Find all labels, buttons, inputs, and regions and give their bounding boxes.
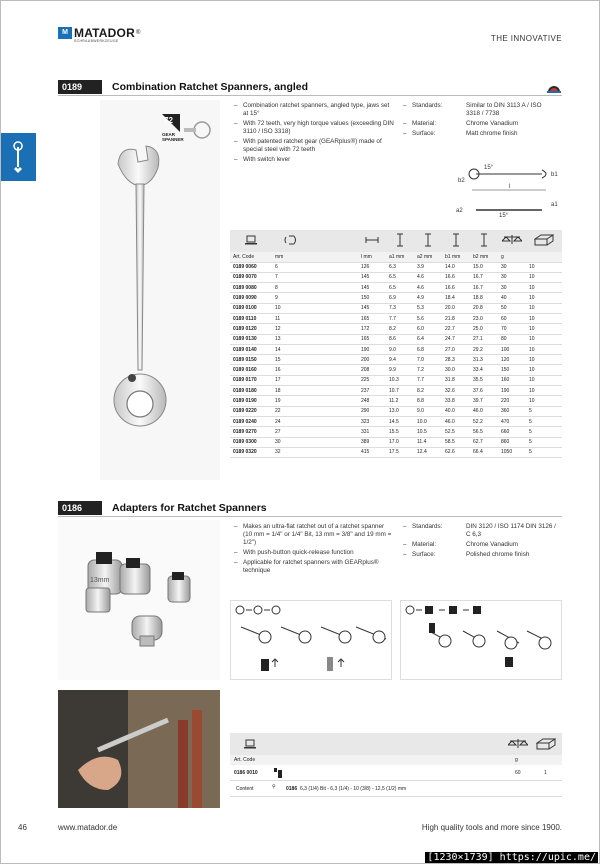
feature-item: – Makes an ultra-flat ratchet out of a ratchet spanner (10 mm = 1/4" or 1/4" Bit, 13 mm = 3/8" and 19 mm = 1/2") <box>234 523 394 547</box>
diagram-angle-1: 15° <box>484 165 494 171</box>
table-cell: 120 <box>498 355 526 365</box>
table-cell: 14.0 <box>442 262 470 272</box>
art-code: 0189 0320 <box>230 447 272 457</box>
spec-value: Chrome Vanadium <box>466 541 519 548</box>
table-cell: 6.9 <box>386 293 414 303</box>
table-cell: 10 <box>526 283 562 293</box>
table-cell: 160 <box>498 375 526 385</box>
table-cell: 40.0 <box>442 406 470 416</box>
badge-label: GEAR SPANNER <box>162 132 184 142</box>
table-cell: 10.5 <box>414 427 442 437</box>
table-cell: 31.8 <box>442 375 470 385</box>
table-cell: 52.2 <box>470 416 498 426</box>
table-cell: 58.5 <box>442 437 470 447</box>
table-cell: 30 <box>498 262 526 272</box>
table-cell: 17.0 <box>386 437 414 447</box>
feature-item: – Combination ratchet spanners, angled type, jaws set at 15° <box>234 102 394 118</box>
spec-key: – Material: <box>403 120 466 128</box>
table-cell: 9.4 <box>386 355 414 365</box>
table-cell: 10 <box>526 375 562 385</box>
content-label: Content <box>236 786 254 792</box>
table-cell: 40 <box>498 293 526 303</box>
unit-cell: Art. Code <box>234 757 256 763</box>
table-cell: 23.0 <box>470 313 498 323</box>
logo-mark-icon: M <box>58 27 72 39</box>
table-cell: 6.5 <box>386 272 414 282</box>
unit-cell: a1 mm <box>386 252 414 262</box>
table-cell: 4.6 <box>414 272 442 282</box>
section-code: 0186 <box>58 501 102 515</box>
page-number: 46 <box>18 823 27 832</box>
table-cell: 17 <box>272 375 310 385</box>
table-cell: 10.3 <box>386 375 414 385</box>
table-cell: 30.0 <box>442 365 470 375</box>
table-cell: 7.7 <box>386 313 414 323</box>
art-code: 0189 0070 <box>230 272 272 282</box>
table-cell: 15 <box>272 355 310 365</box>
table-cell: 62.6 <box>442 447 470 457</box>
table-cell: 22 <box>272 406 310 416</box>
table-cell: 389 <box>358 437 386 447</box>
art-code: 0189 0090 <box>230 293 272 303</box>
table-cell: 18.4 <box>442 293 470 303</box>
content-text: 6,3 (1/4) Bit - 6,3 (1/4) - 10 (3/8) - 12,5 (1/2) mm <box>300 786 407 792</box>
brand-sub: SCHRAUBWERKZEUGE <box>74 39 119 43</box>
table-cell: 145 <box>358 303 386 313</box>
table-cell: 8.8 <box>414 396 442 406</box>
table-cell: 7.7 <box>414 375 442 385</box>
unit-cell: l mm <box>358 252 386 262</box>
table-cell: 100 <box>498 344 526 354</box>
spec-value: DIN 3120 / ISO 1174 DIN 3126 / C 6,3 <box>466 523 556 538</box>
art-code: 0189 0060 <box>230 262 272 272</box>
table-cell: 8.2 <box>386 324 414 334</box>
table-cell: 10 <box>526 396 562 406</box>
watermark: [1230×1739] https://upic.me/ <box>427 852 596 863</box>
section-code: 0189 <box>58 80 102 94</box>
table-cell: 225 <box>358 375 386 385</box>
spec-value: Similar to DIN 3113 A / ISO 3318 / 7738 <box>466 102 542 117</box>
table-cell: 18.8 <box>470 293 498 303</box>
content-code: 0186 <box>286 786 298 792</box>
table-cell: 6.4 <box>414 334 442 344</box>
feature-item: – With 72 teeth, very high torque values (exceeding DIN 3110 / ISO 3318) <box>234 120 394 136</box>
table-cell: 200 <box>358 355 386 365</box>
table-cell: 22.7 <box>442 324 470 334</box>
table-cell: 150 <box>358 293 386 303</box>
table-cell: 14.5 <box>386 416 414 426</box>
header-tagline: THE INNOVATIVE <box>490 34 562 43</box>
table-cell: 8.6 <box>386 334 414 344</box>
table-cell: 6.0 <box>414 324 442 334</box>
section-title: Adapters for Ratchet Spanners <box>112 502 267 514</box>
diagram-angle-2: 15° <box>499 213 509 219</box>
table-cell: 32.6 <box>442 386 470 396</box>
table-cell: 4.6 <box>414 283 442 293</box>
table-cell: 15.0 <box>470 262 498 272</box>
art-code: 0189 0180 <box>230 386 272 396</box>
table-cell: 56.5 <box>470 427 498 437</box>
table-cell: 145 <box>358 283 386 293</box>
art-code: 0189 0140 <box>230 344 272 354</box>
table-cell: 5 <box>526 416 562 426</box>
table-cell: 10 <box>526 272 562 282</box>
table-cell: 323 <box>358 416 386 426</box>
spec-value: Polished chrome finish <box>466 551 530 558</box>
table-cell: 6.8 <box>414 344 442 354</box>
table-cell: 190 <box>358 344 386 354</box>
art-code: 0189 0270 <box>230 427 272 437</box>
table-cell: 10 <box>526 365 562 375</box>
section-title: Combination Ratchet Spanners, angled <box>112 81 309 93</box>
unit-cell: a2 mm <box>414 252 442 262</box>
table-cell: 10 <box>272 303 310 313</box>
art-code: 0189 0100 <box>230 303 272 313</box>
unit-cell: b1 mm <box>442 252 470 262</box>
art-code: 0189 0120 <box>230 324 272 334</box>
diagram-b1: b1 <box>551 172 558 178</box>
table-cell: 14 <box>272 344 310 354</box>
diagram-l: l <box>509 184 511 190</box>
table-cell: 46.0 <box>442 416 470 426</box>
table-cell: 24 <box>272 416 310 426</box>
table-cell: 7.0 <box>414 355 442 365</box>
quantity-value: 1 <box>544 770 547 776</box>
feature-item: – With switch lever <box>234 156 394 164</box>
table-cell: 16.6 <box>442 272 470 282</box>
table-cell: 30 <box>272 437 310 447</box>
table-cell: 7 <box>272 272 310 282</box>
art-code: 0189 0080 <box>230 283 272 293</box>
table-cell: 21.8 <box>442 313 470 323</box>
table-cell: 11.2 <box>386 396 414 406</box>
adapter-size-label: 13mm <box>90 577 110 584</box>
table-cell: 24.7 <box>442 334 470 344</box>
table-cell: 20.0 <box>442 303 470 313</box>
footer-slogan: High quality tools and more since 1900. <box>421 823 562 832</box>
table-cell: 10 <box>526 303 562 313</box>
feature-item: – With push-button quick-release function <box>234 549 394 557</box>
table-cell: 28.3 <box>442 355 470 365</box>
diagram-a1: a1 <box>551 202 558 208</box>
table-cell: 10.7 <box>386 386 414 396</box>
art-code: 0189 0170 <box>230 375 272 385</box>
table-cell: 20.8 <box>470 303 498 313</box>
content-location-icon: ⚲ <box>272 784 276 790</box>
table-cell: 860 <box>498 437 526 447</box>
badge-teeth: 72 <box>164 116 173 125</box>
table-cell: 220 <box>498 396 526 406</box>
table-cell: 33.4 <box>470 365 498 375</box>
table-cell: 11.4 <box>414 437 442 447</box>
spec-key: – Surface: <box>403 130 466 138</box>
table-cell: 12 <box>272 324 310 334</box>
table-cell: 15.5 <box>386 427 414 437</box>
table-cell: 17.5 <box>386 447 414 457</box>
table-cell: 13 <box>272 334 310 344</box>
table-cell: 19 <box>272 396 310 406</box>
table-cell: 5.3 <box>414 303 442 313</box>
table-cell: 7.2 <box>414 365 442 375</box>
table-cell: 10 <box>526 355 562 365</box>
table-cell: 10 <box>526 313 562 323</box>
table-cell: 16.7 <box>470 283 498 293</box>
table-cell: 5 <box>526 427 562 437</box>
table-cell: 46.0 <box>470 406 498 416</box>
art-code: 0189 0190 <box>230 396 272 406</box>
table-cell: 62.7 <box>470 437 498 447</box>
spec-value: Matt chrome finish <box>466 130 518 137</box>
table-cell: 172 <box>358 324 386 334</box>
unit-cell: g <box>498 252 526 262</box>
table-cell: 33.8 <box>442 396 470 406</box>
art-code: 0189 0150 <box>230 355 272 365</box>
table-cell: 50 <box>498 303 526 313</box>
table-cell: 150 <box>498 365 526 375</box>
table-cell: 6.5 <box>386 283 414 293</box>
table-cell: 30 <box>498 272 526 282</box>
feature-item: – With patented ratchet gear (GEARplus®) made of special steel with 72 teeth <box>234 138 394 154</box>
table-cell: 18 <box>272 386 310 396</box>
unit-cell: b2 mm <box>470 252 498 262</box>
table-cell: 660 <box>498 427 526 437</box>
table-cell: 66.4 <box>470 447 498 457</box>
table-cell: 16 <box>272 365 310 375</box>
table-cell: 7.3 <box>386 303 414 313</box>
art-code: 0189 0300 <box>230 437 272 447</box>
table-cell: 470 <box>498 416 526 426</box>
table-cell: 35.5 <box>470 375 498 385</box>
diagram-b2: b2 <box>458 178 465 184</box>
feature-item: – Applicable for ratchet spanners with GEARplus® technique <box>234 559 394 575</box>
table-cell: 5 <box>526 437 562 447</box>
table-cell: 237 <box>358 386 386 396</box>
table-cell: 13.0 <box>386 406 414 416</box>
art-code: 0186 0010 <box>234 770 258 776</box>
table-cell: 8 <box>272 283 310 293</box>
table-cell: 30 <box>498 283 526 293</box>
spec-value: Chrome Vanadium <box>466 120 519 127</box>
table-cell: 145 <box>358 272 386 282</box>
table-cell: 10 <box>526 386 562 396</box>
table-cell: 9.0 <box>386 344 414 354</box>
table-cell: 5 <box>526 447 562 457</box>
table-cell: 1050 <box>498 447 526 457</box>
table-cell: 8.2 <box>414 386 442 396</box>
table-cell: 165 <box>358 313 386 323</box>
table-cell: 10.0 <box>414 416 442 426</box>
table-cell: 29.2 <box>470 344 498 354</box>
table-cell: 16.6 <box>442 283 470 293</box>
table-cell: 3.9 <box>414 262 442 272</box>
table-cell: 5.6 <box>414 313 442 323</box>
table-cell: 248 <box>358 396 386 406</box>
table-cell: 331 <box>358 427 386 437</box>
table-cell: 31.3 <box>470 355 498 365</box>
unit-cell: Art. Code <box>230 252 272 262</box>
art-code: 0189 0220 <box>230 406 272 416</box>
unit-cell: g <box>515 757 518 763</box>
spec-key: – Standards: <box>403 523 466 539</box>
table-cell: 52.5 <box>442 427 470 437</box>
brand-name: MATADOR <box>74 26 135 40</box>
table-cell: 5 <box>526 406 562 416</box>
unit-cell: mm <box>272 252 310 262</box>
table-cell: 9.9 <box>386 365 414 375</box>
table-cell: 39.7 <box>470 396 498 406</box>
spec-key: – Material: <box>403 541 466 549</box>
table-cell: 4.9 <box>414 293 442 303</box>
table-cell: 70 <box>498 324 526 334</box>
table-cell: 11 <box>272 313 310 323</box>
footer-url[interactable]: www.matador.de <box>58 823 118 832</box>
table-cell: 10 <box>526 293 562 303</box>
brand-registered-mark: ® <box>135 30 141 36</box>
table-cell: 27.1 <box>470 334 498 344</box>
art-code: 0189 0110 <box>230 313 272 323</box>
table-cell: 10 <box>526 344 562 354</box>
table-cell: 10 <box>526 334 562 344</box>
table-cell: 60 <box>498 313 526 323</box>
table-cell: 6.3 <box>386 262 414 272</box>
table-cell: 9 <box>272 293 310 303</box>
table-cell: 27.0 <box>442 344 470 354</box>
table-cell: 6 <box>272 262 310 272</box>
table-cell: 190 <box>498 386 526 396</box>
table-cell: 165 <box>358 334 386 344</box>
table-cell: 360 <box>498 406 526 416</box>
art-code: 0189 0130 <box>230 334 272 344</box>
weight-value: 60 <box>515 770 521 776</box>
table-cell: 208 <box>358 365 386 375</box>
table-cell: 37.6 <box>470 386 498 396</box>
table-cell: 415 <box>358 447 386 457</box>
spec-key: – Standards: <box>403 102 466 118</box>
art-code: 0189 0160 <box>230 365 272 375</box>
table-cell: 10 <box>526 324 562 334</box>
table-cell: 25.0 <box>470 324 498 334</box>
table-cell: 27 <box>272 427 310 437</box>
table-cell: 9.0 <box>414 406 442 416</box>
table-cell: 12.4 <box>414 447 442 457</box>
table-cell: 290 <box>358 406 386 416</box>
table-cell: 10 <box>526 262 562 272</box>
table-cell: 126 <box>358 262 386 272</box>
diagram-a2: a2 <box>456 208 463 214</box>
spec-key: – Surface: <box>403 551 466 559</box>
table-cell: 80 <box>498 334 526 344</box>
art-code: 0189 0240 <box>230 416 272 426</box>
table-cell: 32 <box>272 447 310 457</box>
table-cell: 16.7 <box>470 272 498 282</box>
